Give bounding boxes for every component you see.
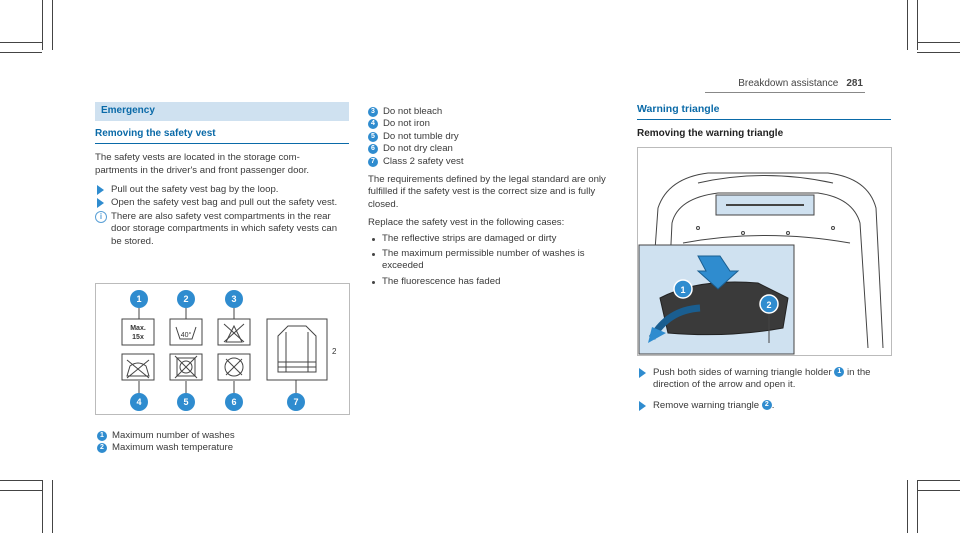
left-legend [97, 430, 347, 455]
crop-mark [917, 490, 960, 491]
crop-mark [907, 480, 908, 533]
callout-3: 3 [231, 294, 237, 304]
legend-text: Do not bleach [383, 106, 443, 117]
legend-item [368, 118, 618, 130]
legend-text: Do not tumble dry [383, 130, 459, 142]
info-text: There are also safety vest compartments in the rear door storage compartments in which safety vests can be stored. [111, 211, 338, 247]
crop-mark [52, 480, 53, 533]
right-steps [637, 367, 891, 412]
legend-item [368, 156, 618, 168]
intro-paragraph: The safety vests are located in the storage com-partments in the driver's and front passenger door. [95, 152, 310, 176]
step-arrow-icon [97, 198, 104, 208]
temperature-label: 40° [180, 332, 192, 339]
legend-number: 7 [368, 157, 378, 167]
middle-column [368, 106, 618, 288]
callout-4: 4 [136, 397, 142, 407]
step-text: Open the safety vest bag and pull out the safety vest. [111, 196, 338, 208]
callout-2: 2 [766, 300, 772, 310]
step-text: Remove warning triangle [653, 399, 760, 411]
vest-class-label: 2 [332, 347, 337, 356]
info-note [95, 211, 349, 248]
car-trunk-illustration [638, 148, 891, 355]
legend-text: Class 2 safety vest [383, 155, 464, 167]
legend-item [368, 143, 618, 155]
crop-mark [0, 480, 42, 481]
crop-mark [917, 42, 960, 43]
inline-callout: 2 [762, 400, 772, 410]
callout-1: 1 [136, 294, 142, 304]
legend-number: 5 [368, 132, 378, 142]
step-text: . [771, 399, 775, 411]
crop-mark [42, 480, 43, 533]
callout-7: 7 [293, 397, 299, 407]
replace-paragraph: Replace the safety vest in the following cases: [368, 217, 565, 229]
crop-mark [0, 52, 42, 53]
section-title: Breakdown assistance [738, 78, 839, 89]
crop-mark [0, 490, 42, 491]
crop-mark [0, 42, 42, 43]
legend-item [368, 106, 618, 118]
inline-callout: 1 [834, 367, 844, 377]
warning-triangle-figure [637, 147, 892, 356]
section-heading: Removing the safety vest [95, 128, 349, 144]
legend-text: Maximum wash temperature [112, 442, 234, 454]
legend-item [97, 442, 347, 454]
legend-item [97, 430, 347, 442]
care-symbols-illustration [96, 284, 349, 414]
max-label: Max. [130, 325, 146, 332]
page-number: 281 [846, 78, 863, 89]
running-header [738, 78, 863, 89]
crop-mark [907, 0, 908, 50]
right-column [637, 103, 891, 141]
legend-text: Maximum number of washes [112, 430, 235, 441]
crop-mark [917, 480, 918, 533]
bullet-item: The maximum permissible number of washes is exceeded [368, 248, 618, 273]
step-item [637, 400, 891, 412]
legend-number: 4 [368, 119, 378, 129]
bullet-item: The reflective strips are damaged or dirty [368, 233, 618, 245]
step-arrow-icon [639, 368, 646, 378]
legend-number: 3 [368, 107, 378, 117]
step-item [95, 197, 349, 209]
legend-text: Do not iron [383, 118, 430, 130]
callout-1: 1 [680, 285, 686, 295]
step-text: Pull out the safety vest bag by the loop. [111, 184, 279, 196]
header-rule [705, 92, 865, 93]
crop-mark [917, 52, 960, 53]
legend-number: 1 [97, 431, 107, 441]
legend-text: Do not dry clean [383, 143, 453, 155]
legend-number: 2 [97, 443, 107, 453]
step-arrow-icon [639, 401, 646, 411]
section-banner: Emergency [95, 102, 349, 121]
crop-mark [52, 0, 53, 50]
step-text: Push both sides of warning triangle holder [653, 367, 832, 378]
legend-item [368, 131, 618, 143]
crop-mark [42, 0, 43, 50]
callout-2: 2 [183, 294, 189, 304]
section-heading: Warning triangle [637, 103, 891, 120]
requirements-paragraph: The requirements defined by the legal standard are only fulfilled if the safety vest is the correct size and is fully closed. [368, 174, 606, 210]
step-item [95, 184, 349, 196]
subsection-heading: Removing the warning triangle [637, 128, 784, 140]
crop-mark [917, 480, 960, 481]
left-column [95, 102, 349, 248]
step-text: in the direction of the arrow and open it. [653, 367, 871, 391]
bullet-item: The fluorescence has faded [368, 276, 618, 288]
info-icon: i [95, 211, 107, 223]
care-label-figure [95, 283, 350, 415]
callout-5: 5 [183, 397, 189, 407]
step-item [637, 367, 891, 392]
callout-6: 6 [231, 397, 237, 407]
legend-number: 6 [368, 144, 378, 154]
step-arrow-icon [97, 185, 104, 195]
max-count-label: 15x [132, 334, 144, 341]
